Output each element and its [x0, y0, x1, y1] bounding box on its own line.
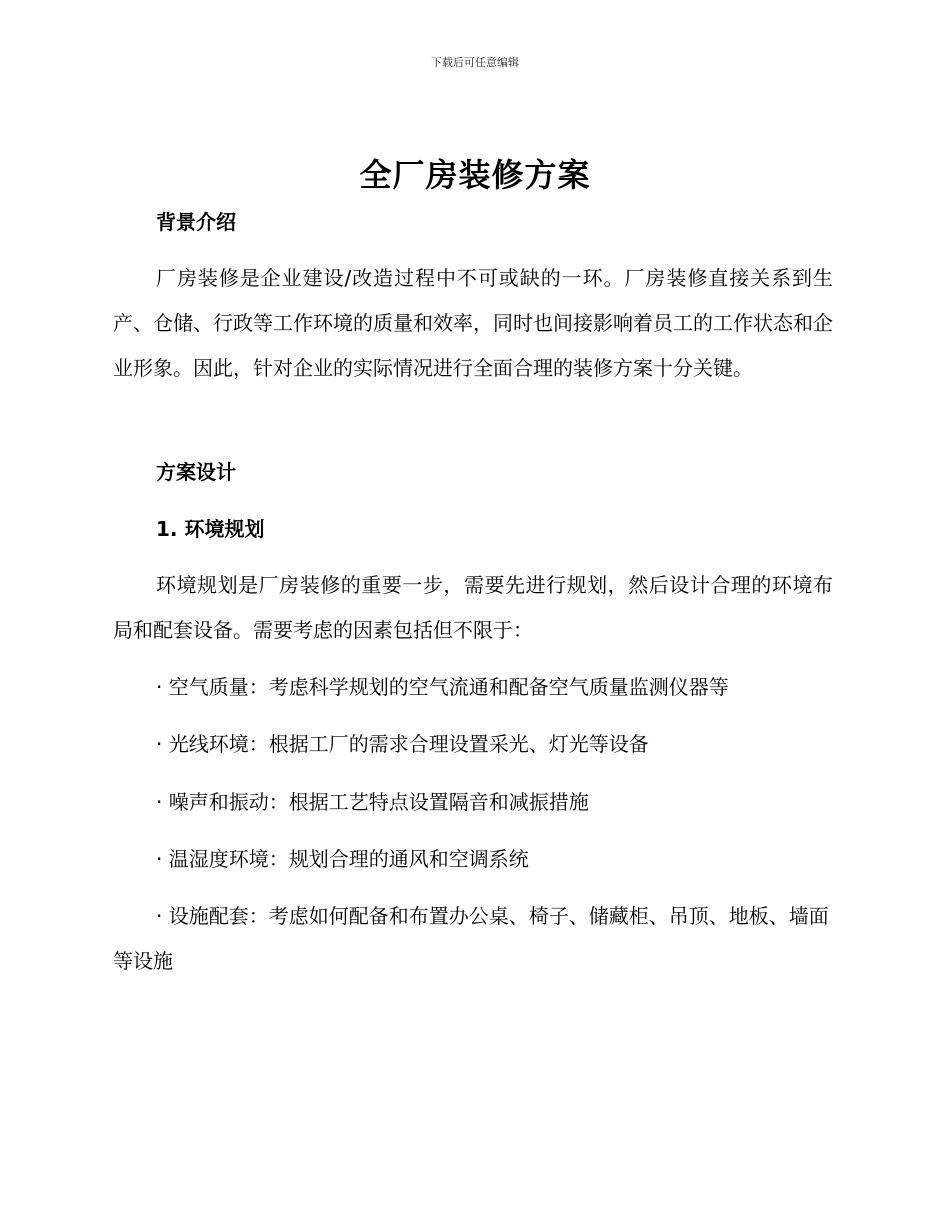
environment-paragraph: 环境规划是厂房装修的重要一步，需要先进行规划，然后设计合理的环境布局和配套设备。需要考虑的因素包括但不限于：: [113, 573, 833, 642]
background-heading-block: [113, 207, 833, 237]
list-item: · 设施配套：考虑如何配备和布置办公桌、椅子、储藏柜、吊顶、地板、墙面等设施: [113, 904, 829, 973]
bullet-block-air: [113, 665, 833, 710]
environment-paragraph-block: [113, 563, 833, 653]
design-heading-block: [113, 457, 833, 487]
background-paragraph-block: [113, 256, 833, 391]
bullet-block-light: [113, 722, 833, 767]
bullet-block-facilities: [113, 894, 833, 984]
list-item: · 噪声和振动：根据工艺特点设置隔音和减振措施: [156, 790, 589, 814]
background-heading: 背景介绍: [156, 210, 236, 234]
list-item: · 温湿度环境：规划合理的通风和空调系统: [156, 847, 529, 871]
list-item: · 光线环境：根据工厂的需求合理设置采光、灯光等设备: [156, 732, 649, 756]
environment-subheading-block: [113, 514, 833, 544]
document-title: 全厂房装修方案: [359, 156, 591, 194]
list-item: · 空气质量：考虑科学规划的空气流通和配备空气质量监测仪器等: [156, 675, 729, 699]
design-heading: 方案设计: [156, 460, 236, 484]
bullet-block-noise: [113, 780, 833, 825]
background-paragraph: 厂房装修是企业建设/改造过程中不可或缺的一环。厂房装修直接关系到生产、仓储、行政等工作环境的质量和效率，同时也间接影响着员工的工作状态和企业形象。因此，针对企业的实际情况进行全面合理的装修方案十分关键。: [113, 266, 833, 380]
bullet-block-humidity: [113, 837, 833, 882]
header-note: 下载后可任意编辑: [431, 56, 519, 69]
environment-subheading: 1. 环境规划: [156, 517, 265, 541]
